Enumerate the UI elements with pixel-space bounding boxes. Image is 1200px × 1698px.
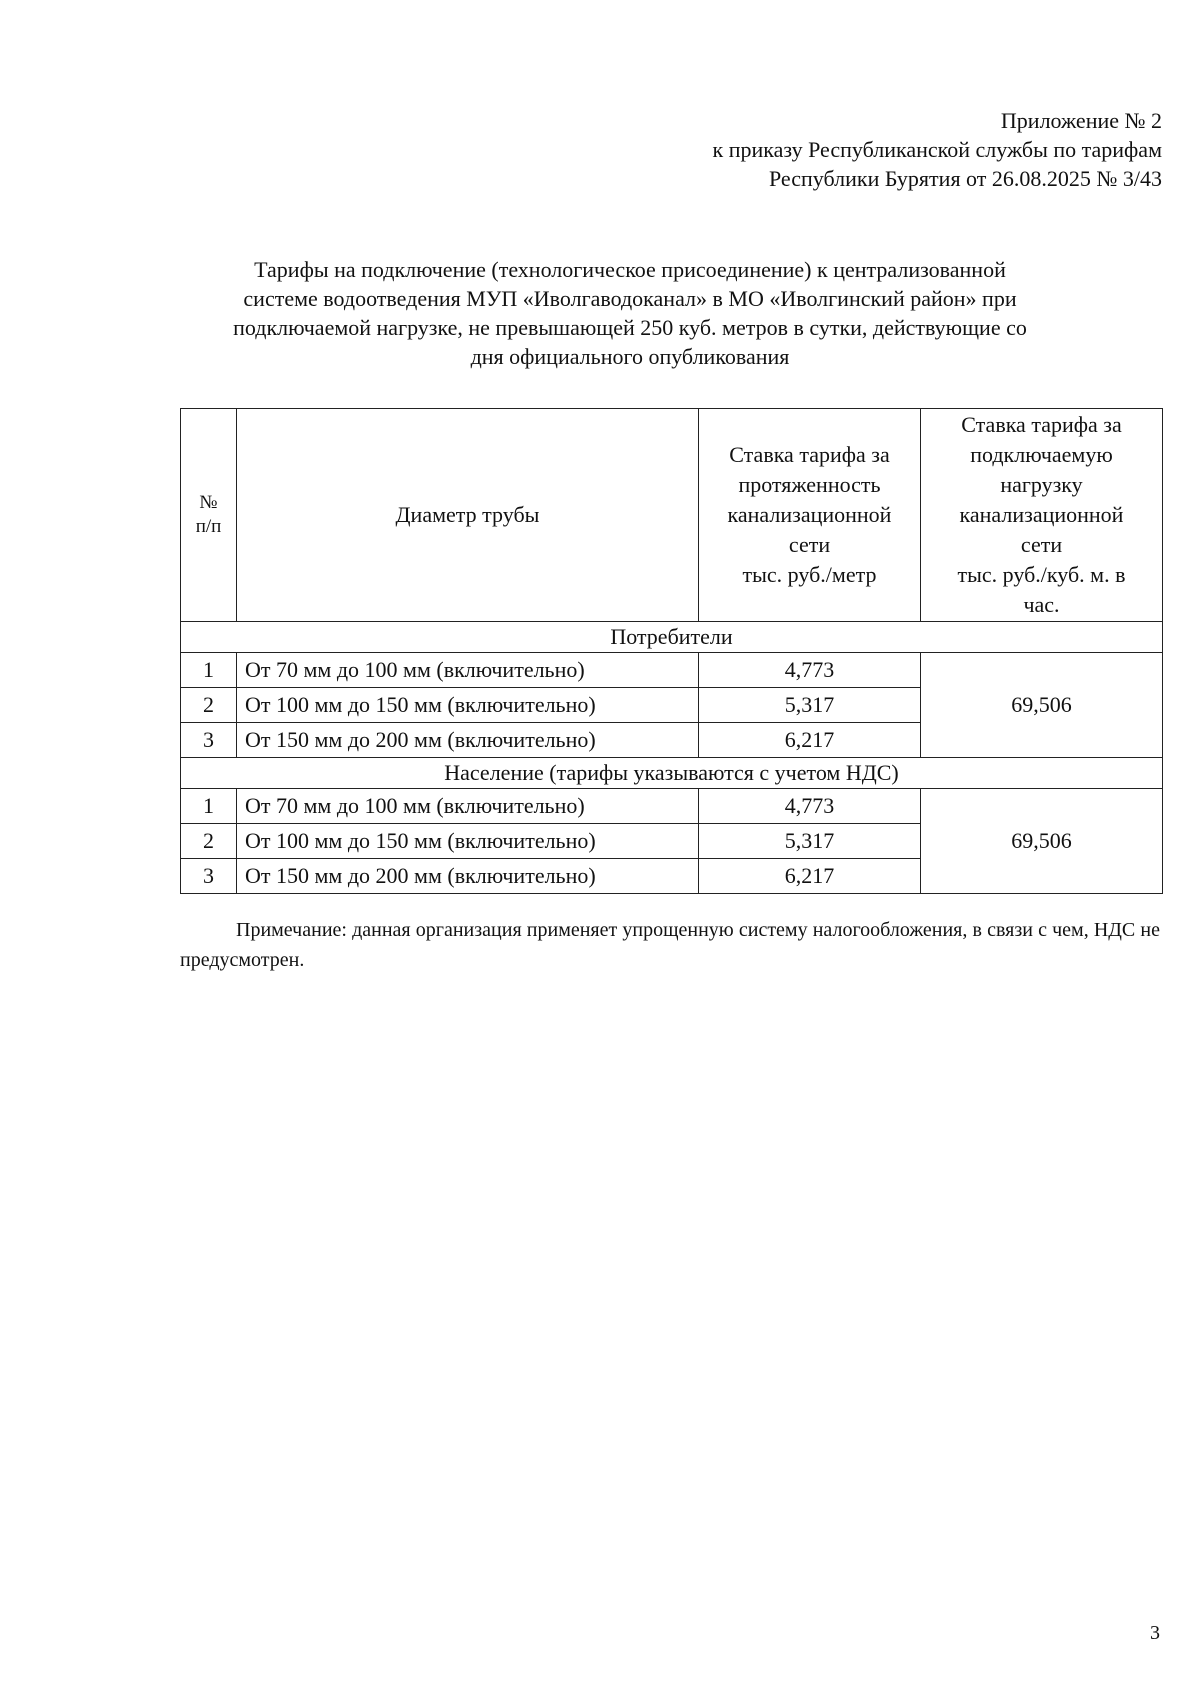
document-title <box>170 255 1090 371</box>
appendix-line: к приказу Республиканской службы по тарифам <box>712 137 1162 162</box>
row-diameter: От 150 мм до 200 мм (включительно) <box>237 859 699 894</box>
row-length-rate: 4,773 <box>699 653 921 688</box>
row-number: 1 <box>181 653 237 688</box>
header-line: канализационной <box>959 502 1124 527</box>
header-line: нагрузку <box>1000 472 1083 497</box>
row-number: 2 <box>181 688 237 723</box>
appendix-line: Приложение № 2 <box>1000 108 1162 133</box>
header-line: сети <box>1020 532 1063 557</box>
tariff-table <box>180 408 1163 894</box>
row-length-rate: 6,217 <box>699 723 921 758</box>
row-diameter: От 70 мм до 100 мм (включительно) <box>237 789 699 824</box>
row-number: 2 <box>181 824 237 859</box>
appendix-header <box>713 106 1162 193</box>
page-number: 3 <box>1150 1622 1160 1644</box>
title-line: системе водоотведения МУП «Иволгаводоканал» в МО «Иволгинский район» при <box>243 286 1017 311</box>
header-length-rate <box>699 409 921 622</box>
row-diameter: От 150 мм до 200 мм (включительно) <box>237 723 699 758</box>
load-rate-value: 69,506 <box>921 789 1163 894</box>
table-row <box>181 789 1163 824</box>
header-diameter: Диаметр трубы <box>237 409 699 622</box>
row-length-rate: 5,317 <box>699 688 921 723</box>
header-line: сети <box>788 532 831 557</box>
section-row-consumers <box>181 622 1163 653</box>
row-diameter: От 100 мм до 150 мм (включительно) <box>237 824 699 859</box>
footnote: Примечание: данная организация применяет упрощенную систему налогообложения, в связи с чем, НДС не предусмотрен. <box>180 919 1160 971</box>
row-diameter: От 70 мм до 100 мм (включительно) <box>237 653 699 688</box>
section-title: Потребители <box>181 622 1163 653</box>
row-length-rate: 4,773 <box>699 789 921 824</box>
header-number-abbr: п/п <box>195 516 222 537</box>
header-line: тыс. руб./куб. м. в <box>957 562 1126 587</box>
header-line: канализационной <box>727 502 892 527</box>
title-line: Тарифы на подключение (технологическое присоединение) к централизованной <box>254 257 1006 282</box>
row-length-rate: 6,217 <box>699 859 921 894</box>
header-line: час. <box>1023 592 1060 617</box>
row-number: 1 <box>181 789 237 824</box>
row-diameter: От 100 мм до 150 мм (включительно) <box>237 688 699 723</box>
header-line: Ставка тарифа за <box>729 442 890 467</box>
header-line: протяженность <box>738 472 881 497</box>
header-load-rate <box>921 409 1163 622</box>
table-header-row <box>181 409 1163 622</box>
header-line: подключаемую <box>970 442 1113 467</box>
header-line: тыс. руб./метр <box>742 562 877 587</box>
table-row <box>181 653 1163 688</box>
load-rate-value: 69,506 <box>921 653 1163 758</box>
title-line: дня официального опубликования <box>470 344 790 369</box>
title-line: подключаемой нагрузке, не превышающей 250 куб. метров в сутки, действующие со <box>233 315 1027 340</box>
row-number: 3 <box>181 723 237 758</box>
row-number: 3 <box>181 859 237 894</box>
row-length-rate: 5,317 <box>699 824 921 859</box>
header-line: Ставка тарифа за <box>961 412 1122 437</box>
section-title: Население (тарифы указываются с учетом НДС) <box>181 758 1163 789</box>
section-row-population <box>181 758 1163 789</box>
header-number-sign: № <box>199 492 218 513</box>
appendix-line: Республики Бурятия от 26.08.2025 № 3/43 <box>768 166 1162 191</box>
header-number <box>181 409 237 622</box>
